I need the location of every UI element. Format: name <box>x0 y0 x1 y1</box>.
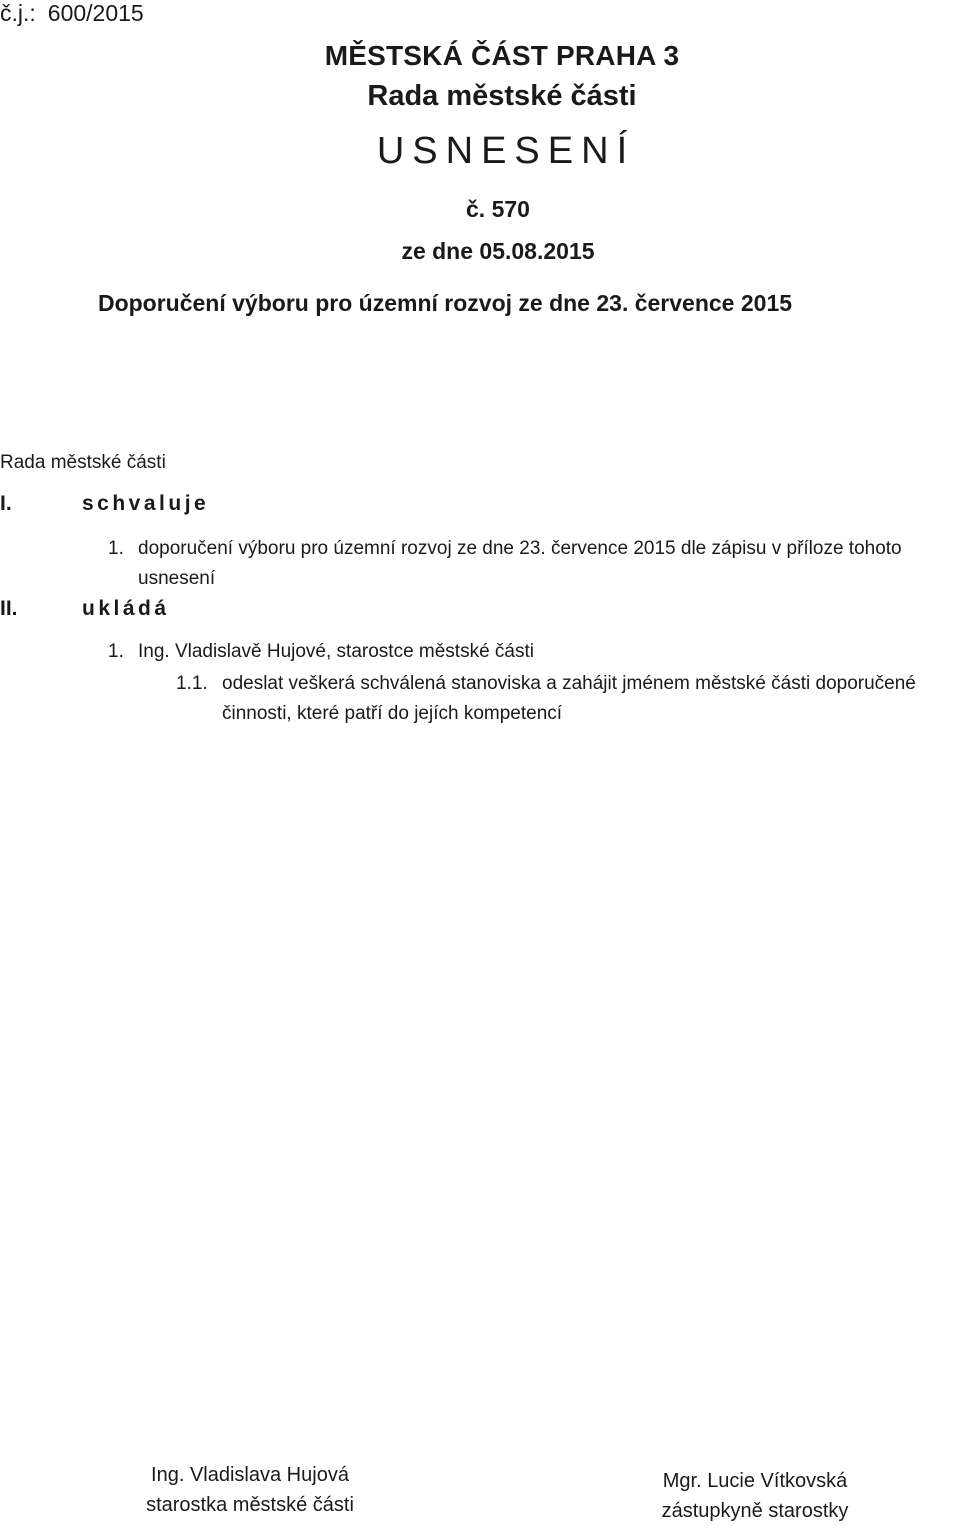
signature-block <box>625 1466 885 1526</box>
reference-number <box>0 0 144 27</box>
municipality-title: MĚSTSKÁ ČÁST PRAHA 3 <box>324 40 680 71</box>
signature-block <box>120 1460 380 1520</box>
signatory-name: Mgr. Lucie Vítkovská <box>662 1470 848 1492</box>
subitem-text: odeslat veškerá schválená stanoviska a zahájit jménem městské části doporučené činnosti, které patří do jejích kompetencí <box>222 673 916 724</box>
item-text: Ing. Vladislavě Hujové, starostce městské části <box>138 641 535 662</box>
section-subitem <box>176 669 936 729</box>
resolution-title: USNESENÍ <box>376 130 636 172</box>
signatory-role: starostka městské části <box>146 1494 354 1516</box>
item-number: 1. <box>108 538 124 559</box>
signatory-name: Ing. Vladislava Hujová <box>151 1464 349 1486</box>
section-number: I. <box>0 492 12 515</box>
item-number: 1. <box>108 641 124 662</box>
section-verb: schvaluje <box>82 492 210 515</box>
section-item <box>108 641 534 663</box>
subitem-number: 1.1. <box>176 673 208 694</box>
reference-label: č.j.: <box>0 0 36 26</box>
section-item <box>108 534 958 594</box>
council-title: Rada městské části <box>367 80 637 112</box>
item-text: doporučení výboru pro územní rozvoj ze dne 23. července 2015 dle zápisu v příloze tohoto usnesení <box>138 538 902 589</box>
council-label: Rada městské části <box>0 452 166 473</box>
reference-value: 600/2015 <box>47 0 144 26</box>
resolution-subject: Doporučení výboru pro územní rozvoj ze dne 23. července 2015 <box>97 290 793 316</box>
section-verb: ukládá <box>82 597 170 620</box>
resolution-date: ze dne 05.08.2015 <box>401 238 595 264</box>
resolution-number: č. 570 <box>466 196 530 222</box>
signatory-role: zástupkyně starostky <box>661 1500 849 1522</box>
section-number: II. <box>0 597 18 620</box>
